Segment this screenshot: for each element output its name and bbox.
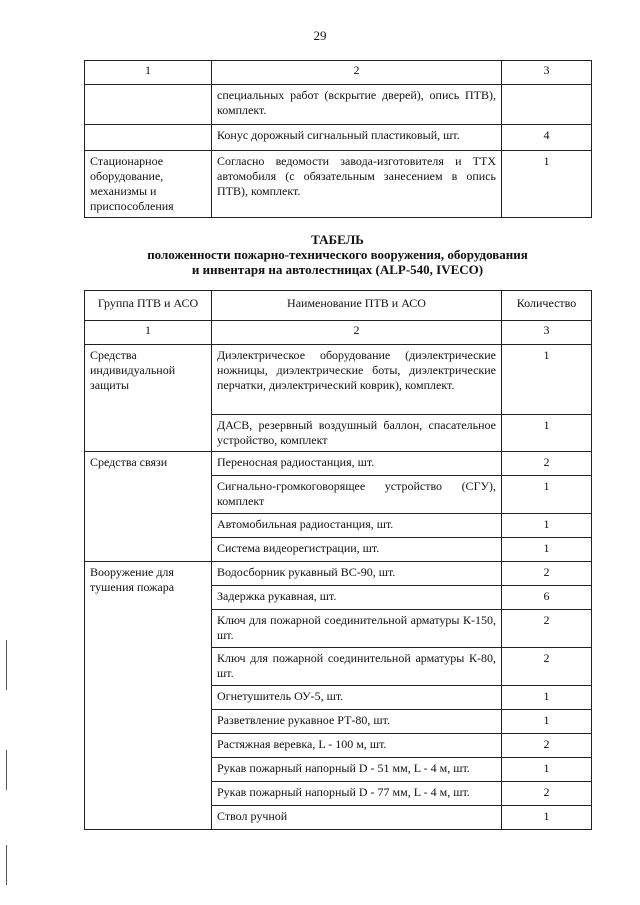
item-qty: 2	[502, 610, 592, 648]
item-name: Разветвление рукавное РТ-80, шт.	[212, 710, 502, 734]
header-row	[85, 291, 592, 321]
item-name: Ключ для пожарной соединительной арматуры К-150, шт.	[212, 610, 502, 648]
item-name: специальных работ (вскрытие дверей), опись ПТВ), комплект.	[212, 85, 502, 125]
item-name: Растяжная веревка, L - 100 м, шт.	[212, 734, 502, 758]
item-qty: 1	[502, 415, 592, 452]
item-name: Ствол ручной	[212, 806, 502, 830]
scan-margin-line	[6, 640, 7, 690]
item-qty: 1	[502, 538, 592, 562]
item-qty	[502, 85, 592, 125]
table-row	[85, 452, 592, 476]
table-row	[85, 562, 592, 586]
item-qty: 1	[502, 514, 592, 538]
item-qty: 2	[502, 734, 592, 758]
item-name: Ключ для пожарной соединительной арматуры К-80, шт.	[212, 648, 502, 686]
item-name: Водосборник рукавный ВС-90, шт.	[212, 562, 502, 586]
item-qty: 2	[502, 562, 592, 586]
item-name: Рукав пожарный напорный D - 51 мм, L - 4 м, шт.	[212, 758, 502, 782]
column-number-row	[85, 321, 592, 345]
title-line-1: ТАБЕЛЬ	[311, 232, 364, 247]
item-name: Задержка рукавная, шт.	[212, 586, 502, 610]
col-number-3: 3	[502, 321, 592, 345]
table-row	[85, 151, 592, 218]
item-qty: 2	[502, 782, 592, 806]
col-number-2: 2	[212, 321, 502, 345]
item-qty: 1	[502, 758, 592, 782]
table-row	[85, 345, 592, 415]
scan-margin-line	[6, 750, 7, 790]
page-number: 29	[313, 28, 327, 43]
col-number-2: 2	[212, 61, 502, 85]
group-cell: Стационарное оборудование, механизмы и приспособления	[85, 151, 212, 218]
item-qty: 6	[502, 586, 592, 610]
title-line-3: и инвентаря на автолестницах (ALP-540, IVECO)	[191, 262, 484, 277]
col-number-3: 3	[502, 61, 592, 85]
item-name: Диэлектрическое оборудование (диэлектрические ножницы, диэлектрические боты, диэлектрические перчатки, диэлектрический коврик), комплект.	[212, 345, 502, 415]
title-line-2: положенности пожарно-технического вооружения, оборудования	[147, 247, 528, 262]
item-qty: 1	[502, 710, 592, 734]
header-group: Группа ПТВ и АСО	[85, 291, 212, 321]
header-qty: Количество	[502, 291, 592, 321]
group-cell	[85, 85, 212, 125]
group-cell: Средства индивидуальной защиты	[85, 345, 212, 452]
group-cell: Вооружение для тушения пожара	[85, 562, 212, 830]
item-name: Огнетушитель ОУ-5, шт.	[212, 686, 502, 710]
header-name: Наименование ПТВ и АСО	[212, 291, 502, 321]
equipment-table	[84, 290, 592, 830]
table-row	[85, 125, 592, 151]
item-qty: 4	[502, 125, 592, 151]
item-qty: 1	[502, 476, 592, 514]
item-name: Система видеорегистрации, шт.	[212, 538, 502, 562]
item-name: Переносная радиостанция, шт.	[212, 452, 502, 476]
item-qty: 1	[502, 686, 592, 710]
item-name: Рукав пожарный напорный D - 77 мм, L - 4 м, шт.	[212, 782, 502, 806]
item-qty: 2	[502, 452, 592, 476]
item-name: ДАСВ, резервный воздушный баллон, спасательное устройство, комплект	[212, 415, 502, 452]
table-row	[85, 85, 592, 125]
group-cell	[85, 125, 212, 151]
item-qty: 1	[502, 151, 592, 218]
item-qty: 1	[502, 806, 592, 830]
col-number-1: 1	[85, 61, 212, 85]
col-number-1: 1	[85, 321, 212, 345]
continuation-table	[84, 60, 592, 218]
item-qty: 1	[502, 345, 592, 415]
scan-margin-line	[6, 845, 7, 885]
item-name: Автомобильная радиостанция, шт.	[212, 514, 502, 538]
column-number-row	[85, 61, 592, 85]
item-qty: 2	[502, 648, 592, 686]
item-name: Сигнально-громкоговорящее устройство (СГУ), комплект	[212, 476, 502, 514]
group-cell: Средства связи	[85, 452, 212, 562]
table-title	[84, 232, 591, 277]
item-name: Согласно ведомости завода-изготовителя и ТТХ автомобиля (с обязательным занесением в опись ПТВ), комплект.	[212, 151, 502, 218]
item-name: Конус дорожный сигнальный пластиковый, шт.	[212, 125, 502, 151]
